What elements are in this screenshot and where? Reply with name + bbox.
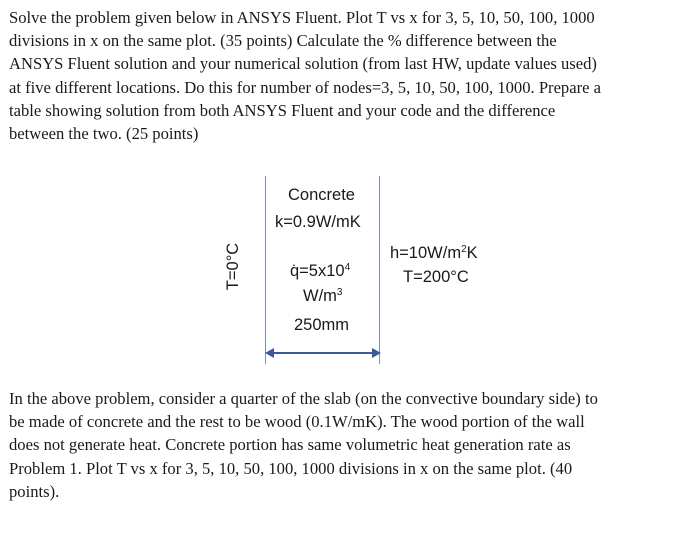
problem-line: between the two. (25 points) — [9, 124, 199, 144]
followup-line: In the above problem, consider a quarter of the slab (on the convective boundary side) to — [9, 389, 598, 408]
left-wall-line — [265, 176, 266, 364]
heat-generation-base: q̇=5x10 — [290, 262, 345, 280]
followup-line: does not generate heat. Concrete portion has same volumetric heat generation rate as — [9, 435, 571, 455]
convection-coefficient-unit: K — [466, 244, 478, 262]
problem-line: Solve the problem given below in ANSYS Fluent. Plot T vs x for 3, 5, 10, 50, 100, 1000 — [9, 8, 595, 27]
heat-generation-label — [290, 262, 350, 281]
ambient-temperature-label: T=200°C — [403, 268, 469, 286]
conductivity-label: k=0.9W/mK — [275, 213, 361, 231]
heat-generation-unit-exponent: 3 — [336, 287, 343, 298]
material-label: Concrete — [288, 186, 355, 204]
followup-line: be made of concrete and the rest to be wood (0.1W/mK). The wood portion of the wall — [9, 412, 585, 432]
left-boundary-temperature: T=0°C — [224, 242, 243, 291]
problem-line: divisions in x on the same plot. (35 points) Calculate the % difference between the — [9, 31, 557, 51]
right-wall-line — [379, 176, 380, 364]
heat-generation-unit — [303, 287, 342, 306]
problem-line: table showing solution from both ANSYS Fluent and your code and the difference — [9, 100, 556, 120]
followup-statement — [9, 387, 697, 503]
heat-generation-exponent: 4 — [344, 262, 351, 273]
dimension-arrow-left-head — [265, 348, 274, 358]
dimension-arrow-right-head — [372, 348, 381, 358]
problem-line: ANSYS Fluent solution and your numerical solution (from last HW, update values used) — [9, 54, 597, 74]
problem-line: at five different locations. Do this for number of nodes=3, 5, 10, 50, 100, 1000. Prepare a — [9, 77, 602, 97]
thickness-label: 250mm — [294, 316, 350, 334]
convection-coefficient-label — [390, 244, 478, 263]
followup-line: Problem 1. Plot T vs x for 3, 5, 10, 50, 100, 1000 divisions in x on the same plot. (40 — [9, 458, 573, 478]
convection-coefficient-base: h=10W/m — [390, 244, 462, 262]
followup-line: points). — [9, 481, 60, 501]
heat-generation-unit-base: W/m — [303, 287, 337, 305]
convection-coefficient-exponent: 2 — [461, 244, 467, 255]
dimension-arrow-line — [272, 352, 374, 354]
